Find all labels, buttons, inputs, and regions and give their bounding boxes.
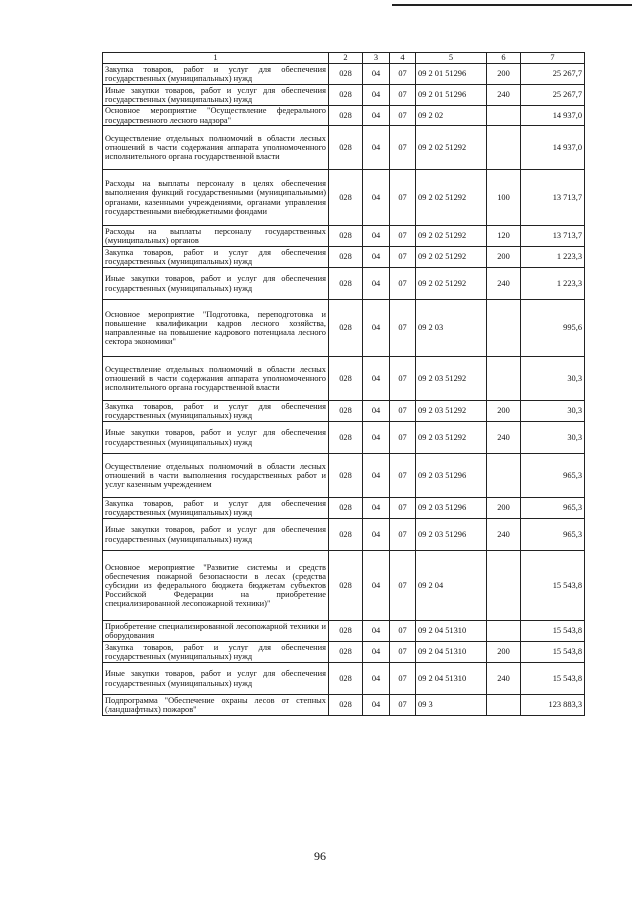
row-subsection-cell: 07 bbox=[390, 519, 416, 551]
row-expense-type-cell: 100 bbox=[487, 170, 521, 226]
row-target-code-cell: 09 2 01 51296 bbox=[416, 85, 487, 106]
row-expense-type-cell: 240 bbox=[487, 663, 521, 695]
table-row bbox=[103, 106, 585, 126]
column-header-2: 2 bbox=[329, 53, 363, 64]
row-target-code-cell: 09 2 03 51296 bbox=[416, 519, 487, 551]
row-amount-cell: 965,3 bbox=[521, 454, 585, 498]
row-name-cell: Основное мероприятие "Осуществление федерального государственного лесного надзора" bbox=[103, 106, 329, 126]
row-name-cell: Подпрограмма "Обеспечение охраны лесов от степных (ландшафтных) пожаров" bbox=[103, 695, 329, 716]
row-expense-type-cell bbox=[487, 454, 521, 498]
row-name-cell: Осуществление отдельных полномочий в области лесных отношений в части содержания аппарата уполномоченного исполнительного органа государственной власти bbox=[103, 357, 329, 401]
row-target-code-cell: 09 2 02 bbox=[416, 106, 487, 126]
row-section-cell: 04 bbox=[363, 422, 390, 454]
row-name-cell: Закупка товаров, работ и услуг для обеспечения государственных (муниципальных) нужд bbox=[103, 401, 329, 422]
row-amount-cell: 965,3 bbox=[521, 498, 585, 519]
row-target-code-cell: 09 2 02 51292 bbox=[416, 170, 487, 226]
table-row bbox=[103, 695, 585, 716]
row-expense-type-cell bbox=[487, 300, 521, 357]
row-section-cell: 04 bbox=[363, 401, 390, 422]
row-target-code-cell: 09 2 04 51310 bbox=[416, 621, 487, 642]
row-target-code-cell: 09 2 03 bbox=[416, 300, 487, 357]
table-header-row bbox=[103, 53, 585, 64]
row-name-cell: Осуществление отдельных полномочий в области лесных отношений в части содержания аппарата уполномоченного исполнительного органа государственной власти bbox=[103, 126, 329, 170]
row-section-cell: 04 bbox=[363, 621, 390, 642]
table-body bbox=[103, 64, 585, 716]
table-row bbox=[103, 357, 585, 401]
table-row bbox=[103, 126, 585, 170]
row-name-cell: Закупка товаров, работ и услуг для обеспечения государственных (муниципальных) нужд bbox=[103, 498, 329, 519]
row-expense-type-cell: 200 bbox=[487, 401, 521, 422]
row-admin-code-cell: 028 bbox=[329, 268, 363, 300]
row-section-cell: 04 bbox=[363, 551, 390, 621]
row-amount-cell: 15 543,8 bbox=[521, 621, 585, 642]
row-name-cell: Основное мероприятие "Подготовка, переподготовка и повышение квалификации кадров лесного хозяйства, направленные на повышение кадрового потенциала лесного сектора экономики" bbox=[103, 300, 329, 357]
row-section-cell: 04 bbox=[363, 663, 390, 695]
row-section-cell: 04 bbox=[363, 642, 390, 663]
row-subsection-cell: 07 bbox=[390, 106, 416, 126]
row-subsection-cell: 07 bbox=[390, 663, 416, 695]
row-section-cell: 04 bbox=[363, 170, 390, 226]
table-row bbox=[103, 663, 585, 695]
row-target-code-cell: 09 2 04 51310 bbox=[416, 663, 487, 695]
row-admin-code-cell: 028 bbox=[329, 226, 363, 247]
row-expense-type-cell: 240 bbox=[487, 268, 521, 300]
row-subsection-cell: 07 bbox=[390, 621, 416, 642]
row-name-cell: Иные закупки товаров, работ и услуг для обеспечения государственных (муниципальных) нужд bbox=[103, 519, 329, 551]
row-target-code-cell: 09 2 03 51296 bbox=[416, 454, 487, 498]
row-amount-cell: 14 937,0 bbox=[521, 106, 585, 126]
row-target-code-cell: 09 2 03 51296 bbox=[416, 498, 487, 519]
row-name-cell: Закупка товаров, работ и услуг для обеспечения государственных (муниципальных) нужд bbox=[103, 64, 329, 85]
row-section-cell: 04 bbox=[363, 454, 390, 498]
row-amount-cell: 25 267,7 bbox=[521, 64, 585, 85]
row-target-code-cell: 09 2 03 51292 bbox=[416, 401, 487, 422]
row-amount-cell: 30,3 bbox=[521, 401, 585, 422]
table-row bbox=[103, 551, 585, 621]
row-amount-cell: 965,3 bbox=[521, 519, 585, 551]
row-section-cell: 04 bbox=[363, 357, 390, 401]
row-name-cell: Закупка товаров, работ и услуг для обеспечения государственных (муниципальных) нужд bbox=[103, 642, 329, 663]
row-admin-code-cell: 028 bbox=[329, 126, 363, 170]
row-amount-cell: 13 713,7 bbox=[521, 226, 585, 247]
row-name-cell: Иные закупки товаров, работ и услуг для обеспечения государственных (муниципальных) нужд bbox=[103, 268, 329, 300]
row-target-code-cell: 09 2 02 51292 bbox=[416, 247, 487, 268]
page-number: 96 bbox=[314, 849, 326, 863]
row-section-cell: 04 bbox=[363, 126, 390, 170]
row-section-cell: 04 bbox=[363, 106, 390, 126]
row-target-code-cell: 09 2 04 bbox=[416, 551, 487, 621]
row-subsection-cell: 07 bbox=[390, 64, 416, 85]
row-expense-type-cell: 240 bbox=[487, 519, 521, 551]
row-target-code-cell: 09 2 03 51292 bbox=[416, 357, 487, 401]
table-row bbox=[103, 300, 585, 357]
row-name-cell: Иные закупки товаров, работ и услуг для обеспечения государственных (муниципальных) нужд bbox=[103, 85, 329, 106]
row-amount-cell: 1 223,3 bbox=[521, 247, 585, 268]
table-row bbox=[103, 422, 585, 454]
row-section-cell: 04 bbox=[363, 519, 390, 551]
column-header-5: 5 bbox=[416, 53, 487, 64]
table-row bbox=[103, 64, 585, 85]
row-admin-code-cell: 028 bbox=[329, 695, 363, 716]
row-name-cell: Закупка товаров, работ и услуг для обеспечения государственных (муниципальных) нужд bbox=[103, 247, 329, 268]
column-header-6: 6 bbox=[487, 53, 521, 64]
row-expense-type-cell: 240 bbox=[487, 422, 521, 454]
table-row bbox=[103, 498, 585, 519]
row-name-cell: Расходы на выплаты персоналу государственных (муниципальных) органов bbox=[103, 226, 329, 247]
row-subsection-cell: 07 bbox=[390, 126, 416, 170]
row-expense-type-cell bbox=[487, 695, 521, 716]
row-amount-cell: 15 543,8 bbox=[521, 642, 585, 663]
table-row bbox=[103, 642, 585, 663]
table-row bbox=[103, 519, 585, 551]
table-row bbox=[103, 170, 585, 226]
row-section-cell: 04 bbox=[363, 85, 390, 106]
row-admin-code-cell: 028 bbox=[329, 357, 363, 401]
row-name-cell: Иные закупки товаров, работ и услуг для обеспечения государственных (муниципальных) нужд bbox=[103, 663, 329, 695]
column-header-7: 7 bbox=[521, 53, 585, 64]
row-admin-code-cell: 028 bbox=[329, 621, 363, 642]
table-row bbox=[103, 268, 585, 300]
row-admin-code-cell: 028 bbox=[329, 551, 363, 621]
row-section-cell: 04 bbox=[363, 695, 390, 716]
row-name-cell: Расходы на выплаты персоналу в целях обеспечения выполнения функций государственными (муниципальными) органами, казенными учреждениями, органами управления государственными внебюджетными фондами bbox=[103, 170, 329, 226]
row-target-code-cell: 09 2 02 51292 bbox=[416, 226, 487, 247]
table-row bbox=[103, 621, 585, 642]
row-admin-code-cell: 028 bbox=[329, 454, 363, 498]
row-target-code-cell: 09 2 01 51296 bbox=[416, 64, 487, 85]
row-expense-type-cell bbox=[487, 551, 521, 621]
row-admin-code-cell: 028 bbox=[329, 663, 363, 695]
row-expense-type-cell bbox=[487, 621, 521, 642]
row-subsection-cell: 07 bbox=[390, 300, 416, 357]
row-section-cell: 04 bbox=[363, 498, 390, 519]
column-header-1: 1 bbox=[103, 53, 329, 64]
row-admin-code-cell: 028 bbox=[329, 401, 363, 422]
row-expense-type-cell bbox=[487, 357, 521, 401]
row-name-cell: Иные закупки товаров, работ и услуг для обеспечения государственных (муниципальных) нужд bbox=[103, 422, 329, 454]
row-admin-code-cell: 028 bbox=[329, 106, 363, 126]
row-expense-type-cell bbox=[487, 126, 521, 170]
row-subsection-cell: 07 bbox=[390, 268, 416, 300]
header-rule bbox=[392, 4, 632, 6]
row-name-cell: Основное мероприятие "Развитие системы и средств обеспечения пожарной безопасности в лесах (средства субсидии из федерального бюджета бюджетам субъектов Российской Федерации на приобретение специализированной лесопожарной техники)" bbox=[103, 551, 329, 621]
row-subsection-cell: 07 bbox=[390, 551, 416, 621]
table-row bbox=[103, 85, 585, 106]
row-target-code-cell: 09 2 04 51310 bbox=[416, 642, 487, 663]
row-subsection-cell: 07 bbox=[390, 422, 416, 454]
row-amount-cell: 30,3 bbox=[521, 357, 585, 401]
row-subsection-cell: 07 bbox=[390, 498, 416, 519]
row-target-code-cell: 09 2 02 51292 bbox=[416, 268, 487, 300]
row-admin-code-cell: 028 bbox=[329, 422, 363, 454]
row-admin-code-cell: 028 bbox=[329, 170, 363, 226]
row-subsection-cell: 07 bbox=[390, 85, 416, 106]
budget-table bbox=[102, 52, 585, 716]
row-amount-cell: 15 543,8 bbox=[521, 663, 585, 695]
row-expense-type-cell: 200 bbox=[487, 642, 521, 663]
row-section-cell: 04 bbox=[363, 247, 390, 268]
row-subsection-cell: 07 bbox=[390, 642, 416, 663]
row-amount-cell: 25 267,7 bbox=[521, 85, 585, 106]
row-subsection-cell: 07 bbox=[390, 695, 416, 716]
row-expense-type-cell: 120 bbox=[487, 226, 521, 247]
table-row bbox=[103, 401, 585, 422]
row-amount-cell: 13 713,7 bbox=[521, 170, 585, 226]
row-admin-code-cell: 028 bbox=[329, 85, 363, 106]
row-section-cell: 04 bbox=[363, 268, 390, 300]
row-subsection-cell: 07 bbox=[390, 401, 416, 422]
row-section-cell: 04 bbox=[363, 64, 390, 85]
row-expense-type-cell: 200 bbox=[487, 498, 521, 519]
row-subsection-cell: 07 bbox=[390, 357, 416, 401]
row-name-cell: Осуществление отдельных полномочий в области лесных отношений в части выполнения государственных работ и услуг казенным учреждением bbox=[103, 454, 329, 498]
table-row bbox=[103, 247, 585, 268]
row-subsection-cell: 07 bbox=[390, 454, 416, 498]
row-section-cell: 04 bbox=[363, 300, 390, 357]
row-target-code-cell: 09 2 03 51292 bbox=[416, 422, 487, 454]
row-amount-cell: 123 883,3 bbox=[521, 695, 585, 716]
table-row bbox=[103, 226, 585, 247]
row-name-cell: Приобретение специализированной лесопожарной техники и оборудования bbox=[103, 621, 329, 642]
row-admin-code-cell: 028 bbox=[329, 519, 363, 551]
row-amount-cell: 30,3 bbox=[521, 422, 585, 454]
row-subsection-cell: 07 bbox=[390, 170, 416, 226]
row-expense-type-cell: 200 bbox=[487, 64, 521, 85]
row-expense-type-cell bbox=[487, 106, 521, 126]
column-header-4: 4 bbox=[390, 53, 416, 64]
row-admin-code-cell: 028 bbox=[329, 247, 363, 268]
row-amount-cell: 1 223,3 bbox=[521, 268, 585, 300]
row-admin-code-cell: 028 bbox=[329, 498, 363, 519]
column-header-3: 3 bbox=[363, 53, 390, 64]
row-expense-type-cell: 240 bbox=[487, 85, 521, 106]
row-expense-type-cell: 200 bbox=[487, 247, 521, 268]
row-amount-cell: 15 543,8 bbox=[521, 551, 585, 621]
row-subsection-cell: 07 bbox=[390, 226, 416, 247]
row-amount-cell: 995,6 bbox=[521, 300, 585, 357]
row-section-cell: 04 bbox=[363, 226, 390, 247]
row-admin-code-cell: 028 bbox=[329, 64, 363, 85]
row-admin-code-cell: 028 bbox=[329, 642, 363, 663]
table-row bbox=[103, 454, 585, 498]
row-target-code-cell: 09 2 02 51292 bbox=[416, 126, 487, 170]
row-admin-code-cell: 028 bbox=[329, 300, 363, 357]
row-amount-cell: 14 937,0 bbox=[521, 126, 585, 170]
row-subsection-cell: 07 bbox=[390, 247, 416, 268]
row-target-code-cell: 09 3 bbox=[416, 695, 487, 716]
